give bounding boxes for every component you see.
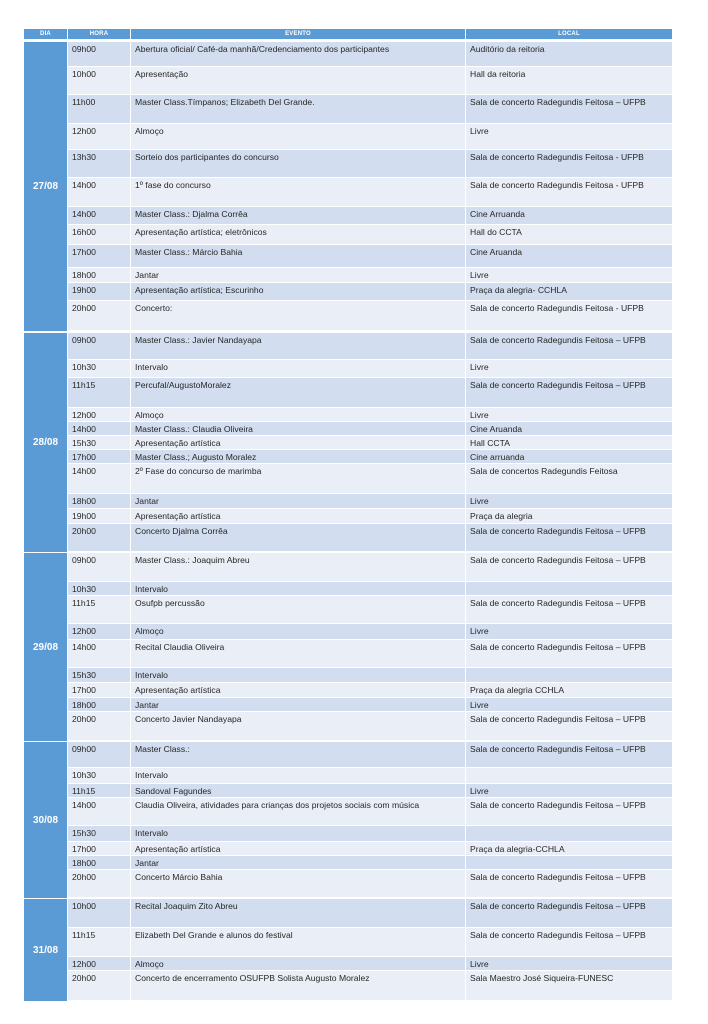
location-cell: Praça da alegria-CCHLA [466, 842, 672, 855]
event-cell: Recital Joaquim Zito Abreu [131, 899, 465, 927]
day-cell: 28/08 [24, 333, 67, 552]
event-cell: Jantar [131, 856, 465, 869]
location-cell: Livre [466, 124, 672, 149]
table-row [68, 870, 672, 898]
table-row [68, 784, 672, 798]
table-row [68, 422, 672, 436]
time-cell: 18h00 [68, 494, 130, 508]
time-cell: 14h00 [68, 640, 130, 667]
table-row [68, 408, 672, 422]
event-cell: Intervalo [131, 582, 465, 595]
location-cell: Hall do CCTA [466, 225, 672, 244]
event-cell: Master Class.: [131, 742, 465, 767]
location-cell: Sala de concerto Radegundis Feitosa – UFPB [466, 333, 672, 359]
table-row [68, 42, 672, 67]
event-cell: Almoço [131, 408, 465, 421]
location-cell: Sala de concerto Radegundis Feitosa - UFPB [466, 150, 672, 177]
time-cell: 12h00 [68, 408, 130, 421]
time-cell: 09h00 [68, 333, 130, 359]
time-cell: 10h30 [68, 582, 130, 595]
table-row [68, 360, 672, 378]
event-cell: Concerto: [131, 301, 465, 330]
event-cell: Concerto Djalma Corrêa [131, 524, 465, 551]
time-cell: 20h00 [68, 971, 130, 1000]
time-cell: 20h00 [68, 301, 130, 330]
table-row [68, 798, 672, 826]
table-row [68, 524, 672, 552]
location-cell [466, 668, 672, 682]
table-row [68, 899, 672, 928]
location-cell: Livre [466, 268, 672, 282]
day-cell: 27/08 [24, 42, 67, 331]
time-cell: 09h00 [68, 42, 130, 66]
table-row [68, 698, 672, 712]
event-cell: Apresentação artística [131, 509, 465, 523]
location-cell [466, 856, 672, 869]
event-cell: 2º Fase do concurso de marimba [131, 464, 465, 493]
table-row [68, 450, 672, 464]
table-row [68, 668, 672, 683]
event-cell: 1º fase do concurso [131, 178, 465, 206]
location-cell: Sala de concerto Radegundis Feitosa - UFPB [466, 178, 672, 206]
table-row [68, 640, 672, 668]
event-cell: Almoço [131, 624, 465, 639]
location-cell: Praça da alegria [466, 509, 672, 523]
location-cell: Livre [466, 624, 672, 639]
table-row [68, 494, 672, 509]
location-cell: Sala de concerto Radegundis Feitosa – UFPB [466, 928, 672, 956]
table-row [68, 95, 672, 124]
event-cell: Master Class.: Djalma Corrêa [131, 207, 465, 224]
time-cell: 14h00 [68, 178, 130, 206]
time-cell: 19h00 [68, 509, 130, 523]
table-row [68, 225, 672, 245]
event-cell: Concerto Márcio Bahia [131, 870, 465, 897]
location-cell: Hall da reitoria [466, 67, 672, 94]
time-cell: 11h15 [68, 378, 130, 407]
table-row [68, 553, 672, 582]
location-cell: Sala de concerto Radegundis Feitosa - UFPB [466, 301, 672, 330]
event-cell: Master Class.Tímpanos; Elizabeth Del Grande. [131, 95, 465, 123]
location-cell: Sala de concerto Radegundis Feitosa – UFPB [466, 596, 672, 623]
event-cell: Intervalo [131, 668, 465, 682]
table-row [68, 436, 672, 450]
table-row [68, 464, 672, 494]
location-cell: Livre [466, 360, 672, 377]
time-cell: 11h15 [68, 596, 130, 623]
event-cell: Apresentação artística; eletrônicos [131, 225, 465, 244]
location-cell: Praça da alegria CCHLA [466, 683, 672, 697]
event-cell: Apresentação artística [131, 683, 465, 697]
event-cell: Sandoval Fagundes [131, 784, 465, 797]
table-row [68, 624, 672, 640]
event-cell: Almoço [131, 957, 465, 970]
event-cell: Master Class.: Claudia Oliveira [131, 422, 465, 435]
event-cell: Jantar [131, 268, 465, 282]
header-hora: HORA [68, 29, 130, 39]
table-row [68, 856, 672, 870]
location-cell: Cine Aruanda [466, 245, 672, 267]
location-cell: Sala de concerto Radegundis Feitosa – UFPB [466, 524, 672, 551]
table-row [68, 245, 672, 268]
location-cell: Auditório da reitoria [466, 42, 672, 66]
time-cell: 16h00 [68, 225, 130, 244]
table-row [68, 971, 672, 1001]
location-cell [466, 582, 672, 595]
time-cell: 18h00 [68, 856, 130, 869]
day-cell: 30/08 [24, 742, 67, 898]
event-cell: Master Class.: Márcio Bahia [131, 245, 465, 267]
time-cell: 17h00 [68, 450, 130, 463]
location-cell: Sala de concerto Radegundis Feitosa – UFPB [466, 95, 672, 123]
event-cell: Jantar [131, 494, 465, 508]
header-dia: DIA [24, 29, 67, 39]
time-cell: 11h00 [68, 95, 130, 123]
event-cell: Intervalo [131, 360, 465, 377]
table-row [68, 596, 672, 624]
location-cell: Sala de concertos Radegundis Feitosa [466, 464, 672, 493]
table-row [68, 150, 672, 178]
time-cell: 10h00 [68, 899, 130, 927]
location-cell: Livre [466, 494, 672, 508]
event-cell: Elizabeth Del Grande e alunos do festival [131, 928, 465, 956]
event-cell: Almoço [131, 124, 465, 149]
event-cell: Master Class.: Joaquim Abreu [131, 553, 465, 581]
table-row [68, 67, 672, 95]
table-row [68, 582, 672, 596]
event-cell: Percufal/AugustoMoralez [131, 378, 465, 407]
location-cell: Livre [466, 408, 672, 421]
location-cell: Sala de concerto Radegundis Feitosa – UFPB [466, 378, 672, 407]
table-row [68, 768, 672, 784]
location-cell: Cine Aruanda [466, 422, 672, 435]
time-cell: 14h00 [68, 798, 130, 825]
time-cell: 11h15 [68, 784, 130, 797]
time-cell: 14h00 [68, 422, 130, 435]
location-cell: Cine arruanda [466, 450, 672, 463]
location-cell: Livre [466, 784, 672, 797]
time-cell: 14h00 [68, 464, 130, 493]
event-cell: Apresentação [131, 67, 465, 94]
event-cell: Jantar [131, 698, 465, 711]
event-cell: Intervalo [131, 826, 465, 841]
event-cell: Concerto Javier Nandayapa [131, 712, 465, 740]
table-row [68, 742, 672, 768]
time-cell: 18h00 [68, 698, 130, 711]
event-cell: Sorteio dos participantes do concurso [131, 150, 465, 177]
time-cell: 12h00 [68, 624, 130, 639]
location-cell: Cine Arruanda [466, 207, 672, 224]
table-row [68, 826, 672, 842]
time-cell: 10h30 [68, 768, 130, 783]
time-cell: 11h15 [68, 928, 130, 956]
location-cell: Sala de concerto Radegundis Feitosa – UFPB [466, 899, 672, 927]
time-cell: 09h00 [68, 553, 130, 581]
header-evento: EVENTO [131, 29, 465, 39]
table-row [68, 712, 672, 741]
header-local: LOCAL [466, 29, 672, 39]
location-cell: Sala de concerto Radegundis Feitosa – UFPB [466, 553, 672, 581]
time-cell: 20h00 [68, 870, 130, 897]
table-row [68, 683, 672, 698]
location-cell: Livre [466, 957, 672, 970]
time-cell: 15h30 [68, 668, 130, 682]
time-cell: 12h00 [68, 124, 130, 149]
event-cell: Master Class.: Javier Nandayapa [131, 333, 465, 359]
time-cell: 13h30 [68, 150, 130, 177]
time-cell: 10h00 [68, 67, 130, 94]
event-cell: Apresentação artística [131, 842, 465, 855]
table-row [68, 207, 672, 225]
event-cell: Recital Claudia Oliveira [131, 640, 465, 667]
table-row [68, 301, 672, 331]
time-cell: 17h00 [68, 842, 130, 855]
time-cell: 17h00 [68, 683, 130, 697]
location-cell [466, 826, 672, 841]
time-cell: 09h00 [68, 742, 130, 767]
table-row [68, 283, 672, 301]
location-cell: Praça da alegria- CCHLA [466, 283, 672, 300]
event-cell: Concerto de encerramento OSUFPB Solista Augusto Moralez [131, 971, 465, 1000]
day-cell: 31/08 [24, 899, 67, 1001]
event-cell: Apresentação artística; Escurinho [131, 283, 465, 300]
location-cell: Sala de concerto Radegundis Feitosa – UFPB [466, 712, 672, 740]
event-cell: Master Class.; Augusto Moralez [131, 450, 465, 463]
time-cell: 17h00 [68, 245, 130, 267]
location-cell [466, 768, 672, 783]
event-cell: Apresentação artística [131, 436, 465, 449]
time-cell: 14h00 [68, 207, 130, 224]
table-row [68, 268, 672, 283]
event-cell: Abertura oficial/ Café-da manhã/Credenciamento dos participantes [131, 42, 465, 66]
location-cell: Sala de concerto Radegundis Feitosa – UFPB [466, 640, 672, 667]
event-cell: Claudia Oliveira, atividades para crianças dos projetos sociais com música [131, 798, 465, 825]
time-cell: 10h30 [68, 360, 130, 377]
table-row [68, 509, 672, 524]
time-cell: 18h00 [68, 268, 130, 282]
event-cell: Osufpb percussão [131, 596, 465, 623]
location-cell: Sala de concerto Radegundis Feitosa – UFPB [466, 870, 672, 897]
location-cell: Sala de concerto Radegundis Feitosa – UFPB [466, 742, 672, 767]
table-row [68, 842, 672, 856]
time-cell: 15h30 [68, 436, 130, 449]
table-row [68, 124, 672, 150]
location-cell: Sala Maestro José Siqueira-FUNESC [466, 971, 672, 1000]
location-cell: Hall CCTA [466, 436, 672, 449]
location-cell: Sala de concerto Radegundis Feitosa – UFPB [466, 798, 672, 825]
table-row [68, 378, 672, 408]
location-cell: Livre [466, 698, 672, 711]
time-cell: 12h00 [68, 957, 130, 970]
table-row [68, 333, 672, 360]
day-cell: 29/08 [24, 553, 67, 741]
event-cell: Intervalo [131, 768, 465, 783]
time-cell: 15h30 [68, 826, 130, 841]
time-cell: 19h00 [68, 283, 130, 300]
table-row [68, 928, 672, 957]
table-row [68, 178, 672, 207]
time-cell: 20h00 [68, 524, 130, 551]
table-row [68, 957, 672, 971]
time-cell: 20h00 [68, 712, 130, 740]
